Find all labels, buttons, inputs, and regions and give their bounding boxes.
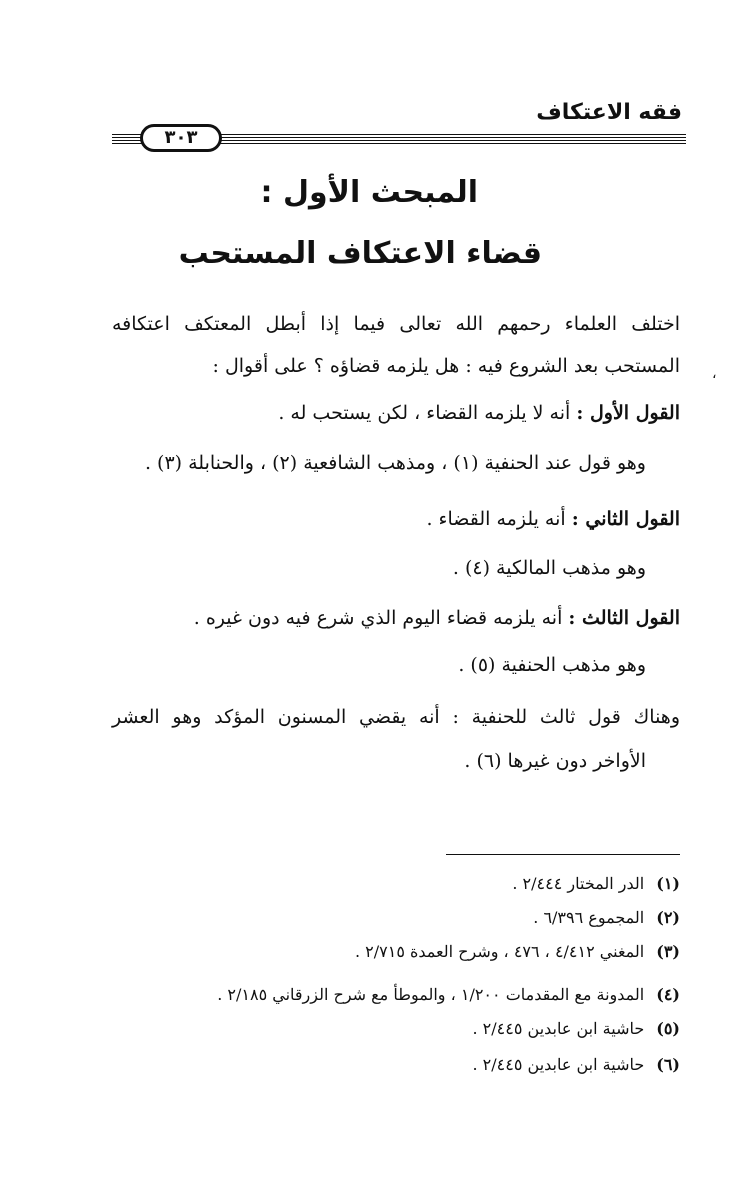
footnote-4-text: المدونة مع المقدمات ١/٢٠٠ ، والموطأ مع شرح الزرقاني ٢/١٨٥ . xyxy=(217,985,645,1004)
running-header-title: فقه الاعتكاف xyxy=(536,100,682,125)
opinion-fourth-line-2: الأواخر دون غيرها (٦) . xyxy=(464,750,646,772)
footnote-1-number: (١) xyxy=(656,874,680,893)
subject-heading: قضاء الاعتكاف المستحب xyxy=(178,236,542,271)
footnote-2-number: (٢) xyxy=(656,908,680,927)
footnote-4-number: (٤) xyxy=(656,985,680,1004)
opinion-fourth-line-1: وهناك قول ثالث للحنفية : أنه يقضي المسنون المؤكد وهو العشر xyxy=(112,706,680,728)
opinion-third xyxy=(194,607,680,629)
footnote-6-text: حاشية ابن عابدين ٢/٤٤٥ . xyxy=(472,1055,645,1074)
opinion-second xyxy=(426,508,680,530)
footnote-2-text: المجموع ٦/٣٩٦ . xyxy=(533,908,645,927)
header-rule xyxy=(112,124,686,154)
footnote-separator xyxy=(446,854,680,855)
opinion-first xyxy=(278,402,680,424)
opinion-second-support: وهو مذهب المالكية (٤) . xyxy=(452,557,646,579)
opinion-third-support: وهو مذهب الحنفية (٥) . xyxy=(458,654,646,676)
footnote-1-text: الدر المختار ٢/٤٤٤ . xyxy=(512,874,645,893)
footnote-5-text: حاشية ابن عابدين ٢/٤٤٥ . xyxy=(472,1019,645,1038)
footnote-3-text: المغني ٤/٤١٢ ، ٤٧٦ ، وشرح العمدة ٢/٧١٥ . xyxy=(355,942,645,961)
footnote-1 xyxy=(512,874,680,893)
opinion-first-support: وهو قول عند الحنفية (١) ، ومذهب الشافعية (٢) ، والحنابلة (٣) . xyxy=(144,452,646,474)
margin-mark: ، xyxy=(712,366,717,382)
footnote-5 xyxy=(472,1019,680,1038)
footnote-3 xyxy=(355,942,680,961)
intro-line-2: المستحب بعد الشروع فيه : هل يلزمه قضاؤه ؟ على أقوال : xyxy=(212,355,680,377)
opinion-third-label: القول الثالث : xyxy=(568,607,680,629)
opinion-first-label: القول الأول : xyxy=(576,402,680,424)
opinion-first-text: أنه لا يلزمه القضاء ، لكن يستحب له . xyxy=(278,402,571,424)
footnote-3-number: (٣) xyxy=(656,942,680,961)
intro-line-1: اختلف العلماء رحمهم الله تعالى فيما إذا أبطل المعتكف اعتكافه xyxy=(112,313,680,335)
footnote-2 xyxy=(533,908,680,927)
footnote-4 xyxy=(217,985,680,1004)
section-heading: المبحث الأول : xyxy=(260,175,478,210)
opinion-second-label: القول الثاني : xyxy=(571,508,680,530)
footnote-6-number: (٦) xyxy=(656,1055,680,1074)
opinion-second-text: أنه يلزمه القضاء . xyxy=(426,508,566,530)
footnote-5-number: (٥) xyxy=(656,1019,680,1038)
page-number-badge: ٣٠٣ xyxy=(140,124,222,152)
footnote-6 xyxy=(472,1055,680,1074)
opinion-third-text: أنه يلزمه قضاء اليوم الذي شرع فيه دون غيره . xyxy=(193,607,563,629)
